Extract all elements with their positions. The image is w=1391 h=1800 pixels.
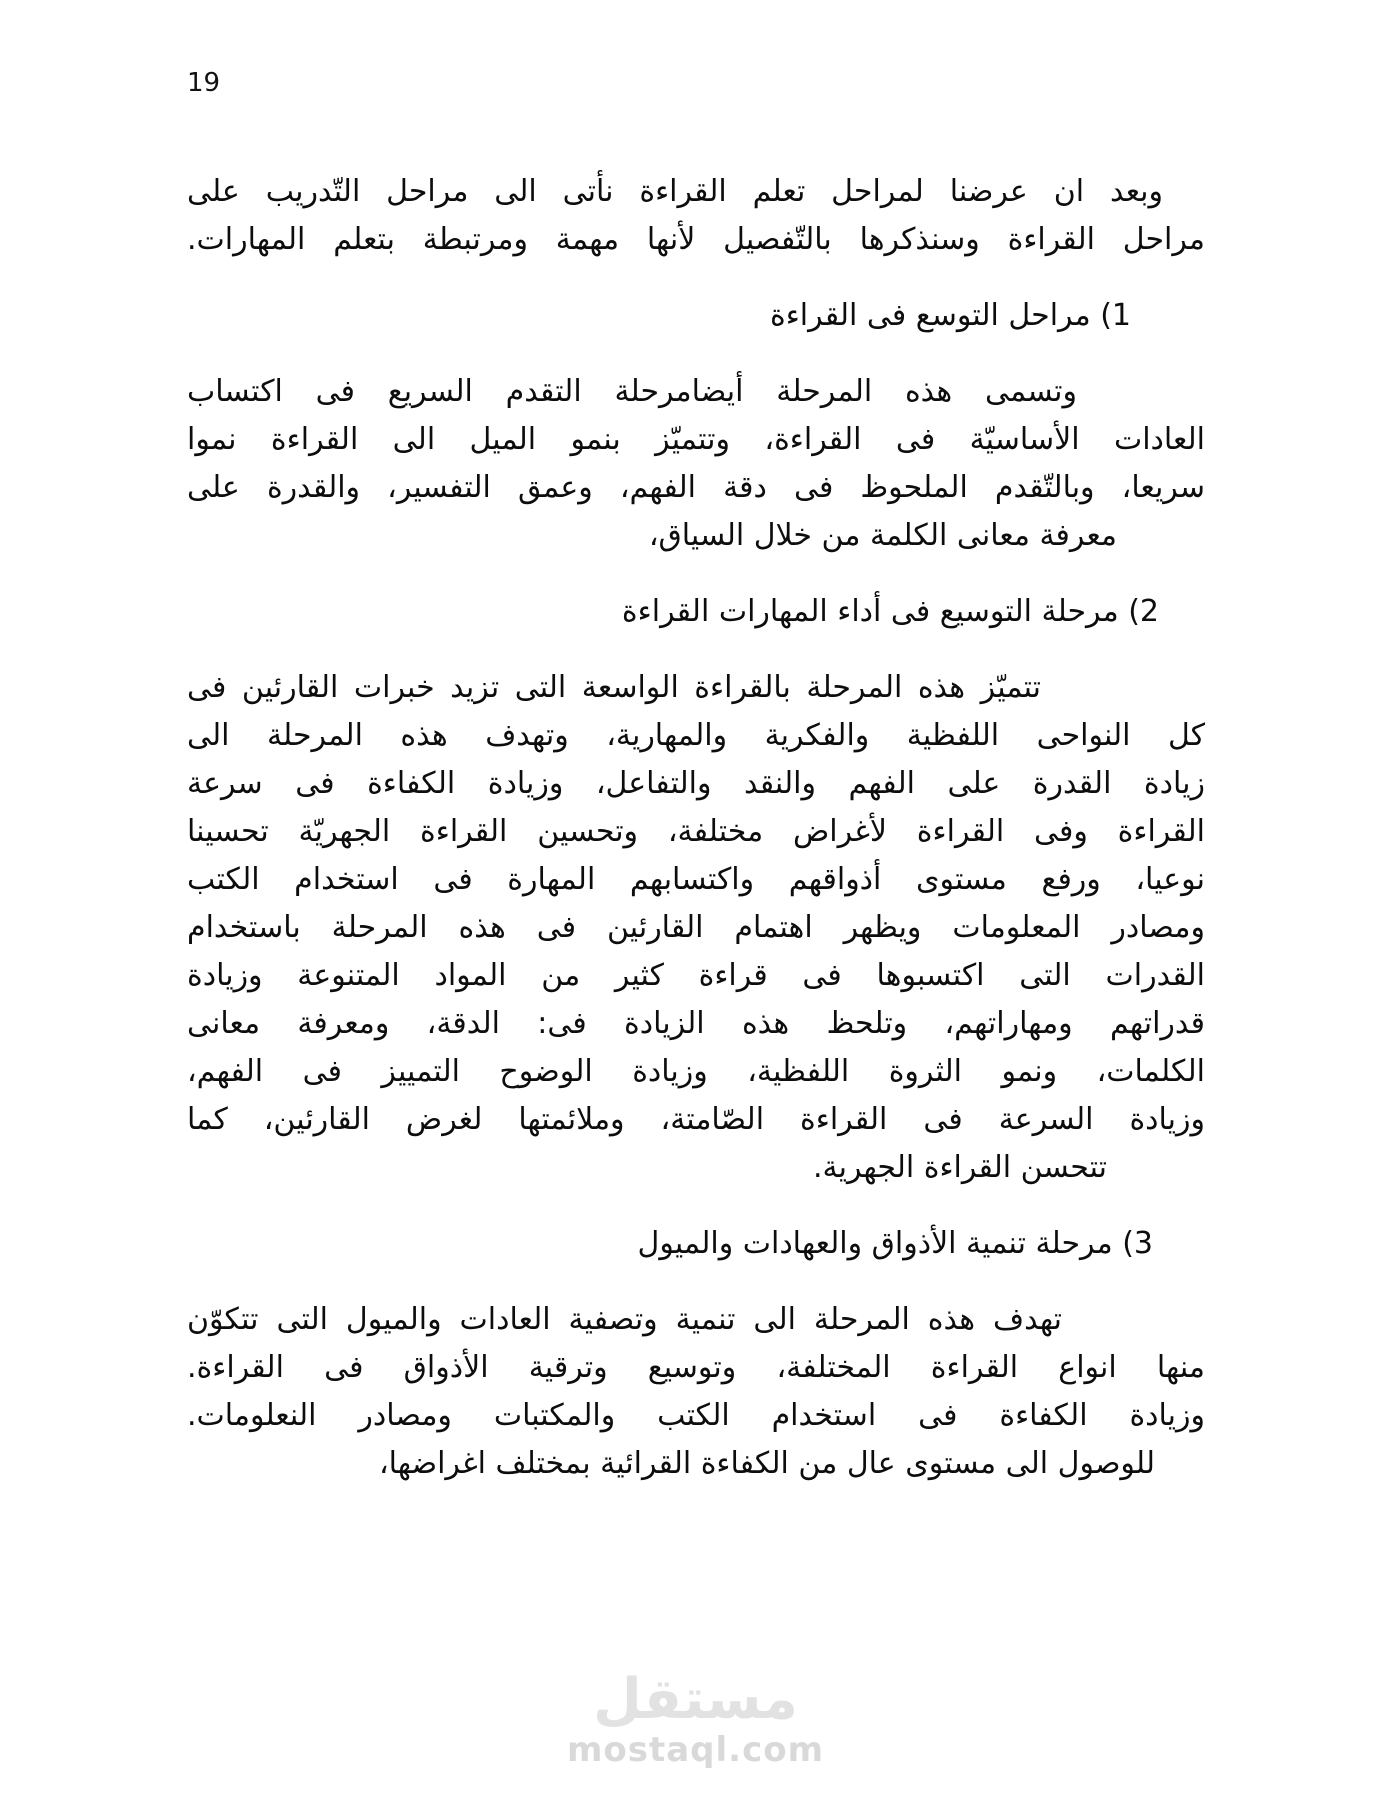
mostaql-logo: مستقل xyxy=(593,1667,798,1732)
paragraph xyxy=(187,168,1205,264)
text-line: ومصادر المعلومات ويظهر اهتمام القارئين فى هذه المرحلة باستخدام xyxy=(187,910,1205,945)
section-heading xyxy=(187,1220,1205,1268)
text-line: قدراتهم ومهاراتهم، وتلحظ هذه الزيادة فى: الدقة، ومعرفة معانى xyxy=(187,1006,1205,1041)
text-line: معرفة معانى الكلمة من خلال السياق، xyxy=(648,518,1117,553)
text-line: تهدف هذه المرحلة الى تنمية وتصفية العادات والميول التى تتكوّن xyxy=(187,1302,1062,1337)
paragraph xyxy=(187,368,1205,560)
section-heading xyxy=(187,588,1205,636)
text-line: 2) مرحلة التوسيع فى أداء المهارات القراءة xyxy=(621,594,1159,629)
text-line: وبعد ان عرضنا لمراحل تعلم القراءة نأتى الى مراحل التّدريب على xyxy=(187,174,1163,209)
text-line: وزيادة الكفاءة فى استخدام الكتب والمكتبات ومصادر النعلومات. xyxy=(187,1398,1205,1433)
text-line: منها انواع القراءة المختلفة، وتوسيع وترقية الأذواق فى القراءة. xyxy=(187,1350,1205,1385)
text-line: سريعا، وبالتّقدم الملحوظ فى دقة الفهم، وعمق التفسير، والقدرة على xyxy=(187,470,1205,505)
watermark xyxy=(567,1668,824,1768)
page-number: 19 xyxy=(187,68,221,98)
text-line: تتحسن القراءة الجهرية. xyxy=(813,1150,1107,1185)
document-body xyxy=(187,168,1205,1488)
text-line: نوعيا، ورفع مستوى أذواقهم واكتسابهم المهارة فى استخدام الكتب xyxy=(187,862,1205,897)
text-line: كل النواحى اللفظية والفكرية والمهارية، وتهدف هذه المرحلة الى xyxy=(187,718,1205,753)
text-line: وزيادة السرعة فى القراءة الصّامتة، وملائمتها لغرض القارئين، كما xyxy=(187,1102,1205,1137)
text-line: مراحل القراءة وسنذكرها بالتّفصيل لأنها مهمة ومرتبطة بتعلم المهارات. xyxy=(187,222,1205,257)
text-line: 3) مرحلة تنمية الأذواق والعهادات والميول xyxy=(637,1226,1153,1261)
text-line: زيادة القدرة على الفهم والنقد والتفاعل، وزيادة الكفاءة فى سرعة xyxy=(187,766,1205,801)
text-line: القراءة وفى القراءة لأغراض مختلفة، وتحسين القراءة الجهريّة تحسينا xyxy=(187,814,1205,849)
text-line: العادات الأساسيّة فى القراءة، وتتميّز بنمو الميل الى القراءة نموا xyxy=(187,422,1205,457)
text-line: تتميّز هذه المرحلة بالقراءة الواسعة التى تزيد خبرات القارئين فى xyxy=(187,670,1041,705)
text-line: الكلمات، ونمو الثروة اللفظية، وزيادة الوضوح التمييز فى الفهم، xyxy=(187,1054,1205,1089)
text-line: للوصول الى مستوى عال من الكفاءة القرائية بمختلف اغراضها، xyxy=(378,1446,1155,1481)
text-line: 1) مراحل التوسع فى القراءة xyxy=(769,298,1131,333)
text-line: وتسمى هذه المرحلة أيضامرحلة التقدم السريع فى اكتساب xyxy=(187,374,1077,409)
section-heading xyxy=(187,292,1205,340)
paragraph xyxy=(187,664,1205,1192)
watermark-domain-text: mostaql.com xyxy=(566,1730,825,1770)
text-line: القدرات التى اكتسبوها فى قراءة كثير من المواد المتنوعة وزيادة xyxy=(187,958,1205,993)
paragraph xyxy=(187,1296,1205,1488)
